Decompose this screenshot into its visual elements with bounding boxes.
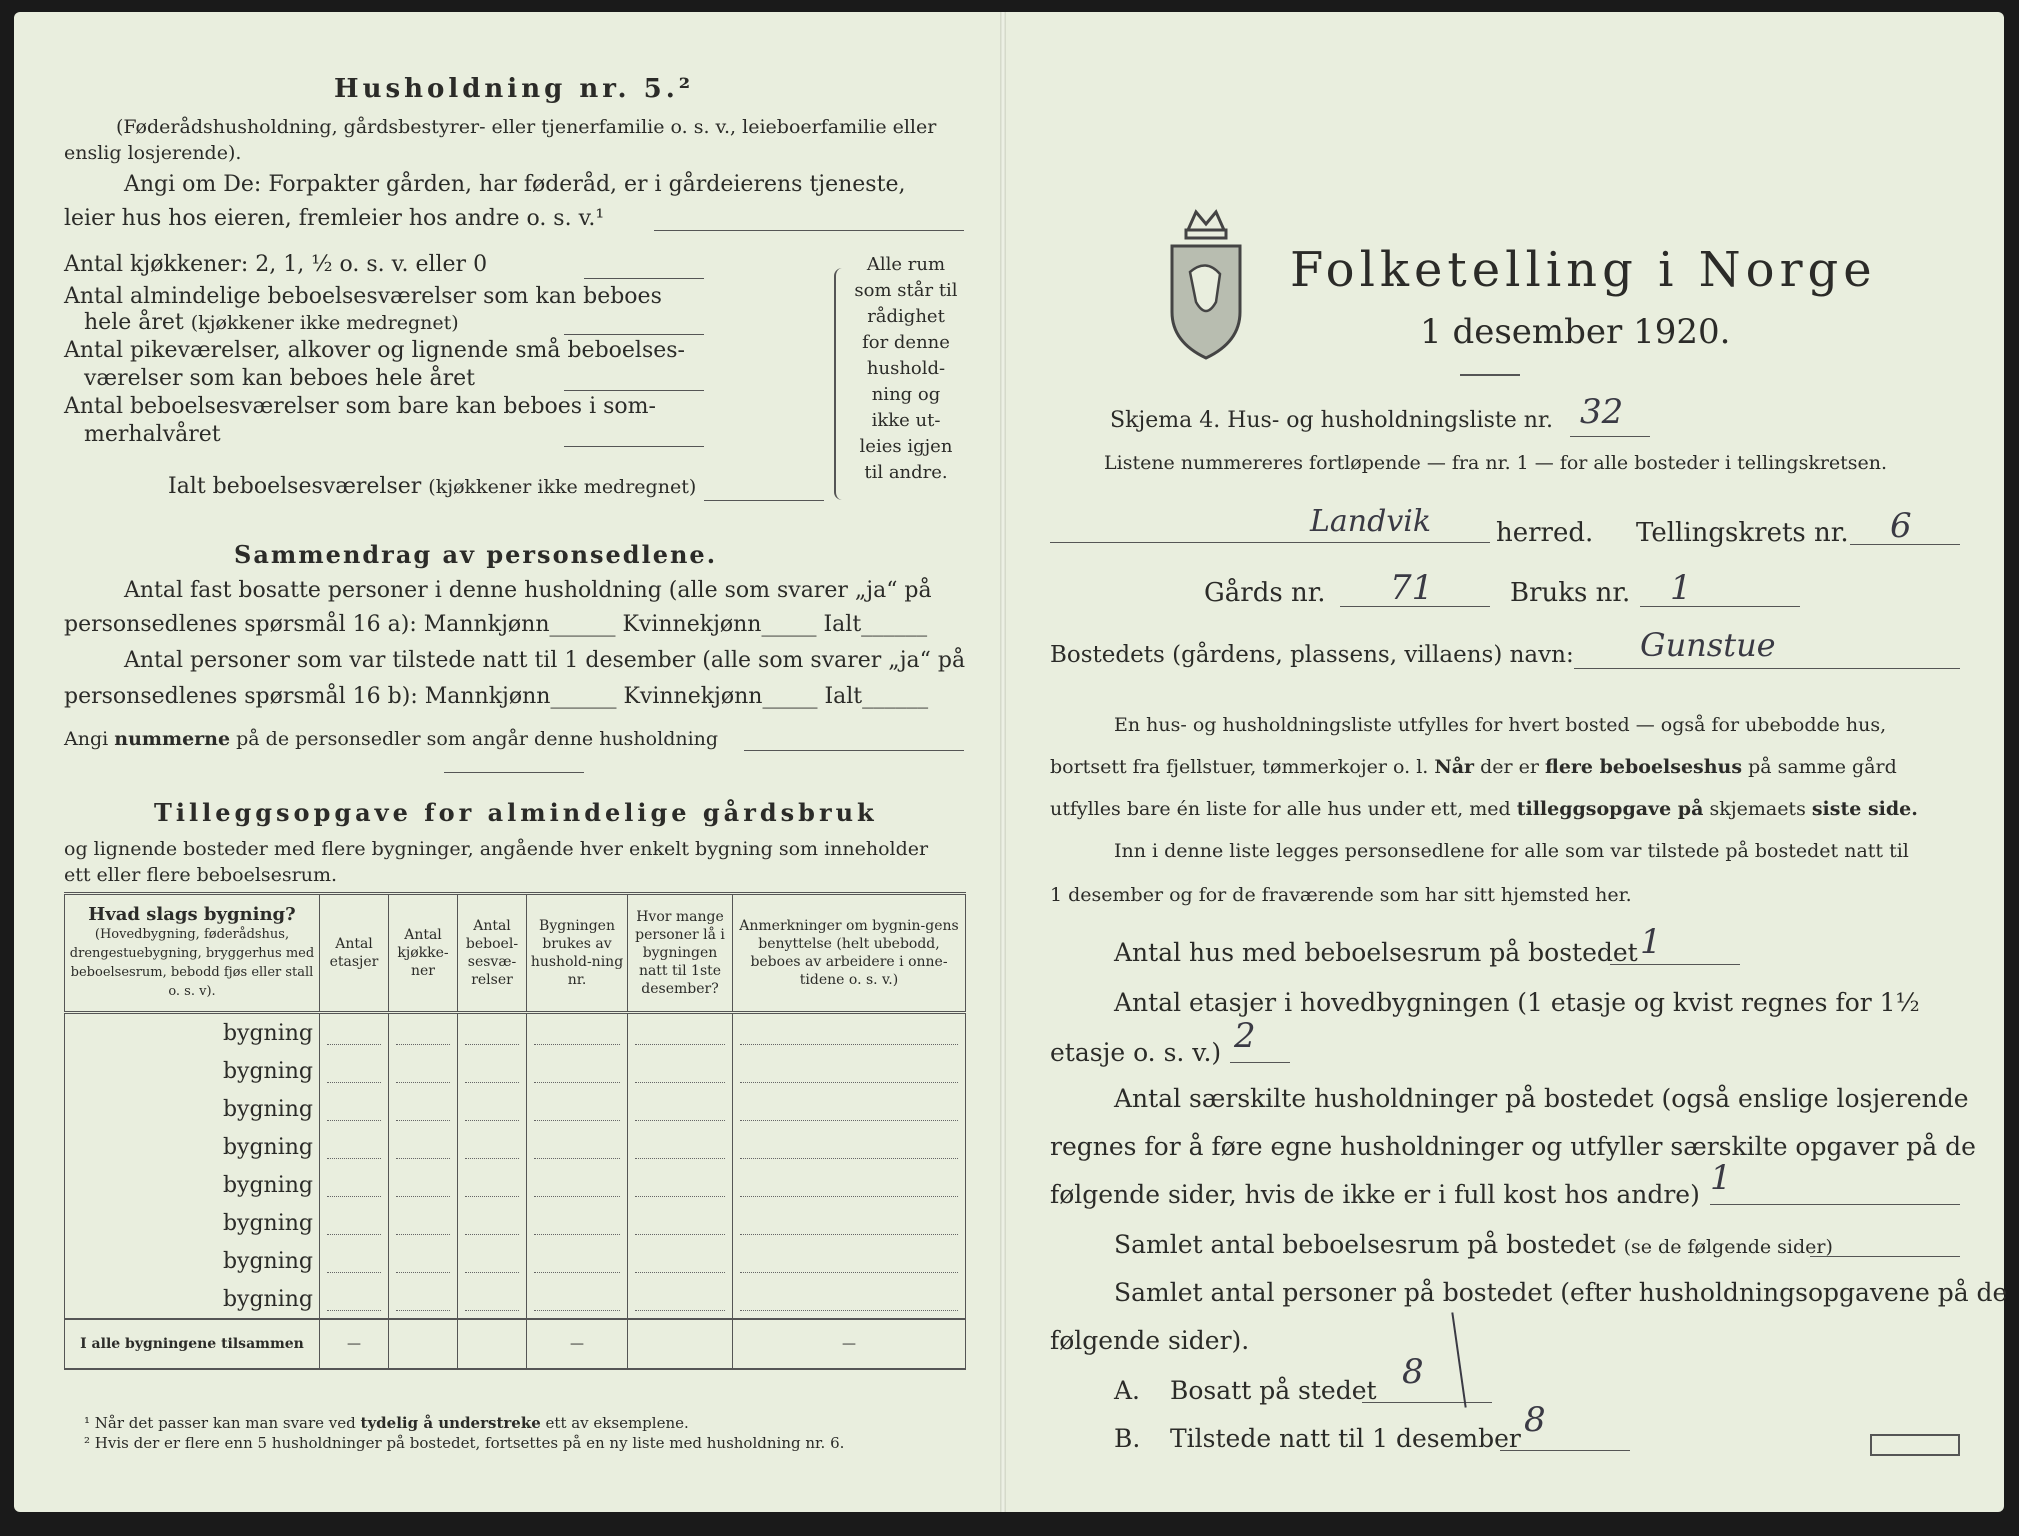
right-page: [1050, 12, 2008, 1512]
ask-answer-line: [654, 230, 964, 231]
side-note-line: ikke ut-: [871, 410, 941, 431]
kitchens-label: Antal kjøkkener: 2, 1, ½ o. s. v. eller 0: [64, 252, 488, 277]
rooms-2b: værelser som kan beboes hele året: [84, 366, 475, 391]
footnote-1-post: ett av eksemplene.: [540, 1414, 689, 1432]
krets-value: 6: [1890, 506, 1912, 546]
numbers-prefix: Angi: [64, 728, 115, 750]
total-rooms-note: (kjøkkener ikke medregnet): [428, 476, 697, 498]
left-page: Husholdning nr. 5.² (Føderådshusholdning, gårdsbestyrer- eller tjenerfamilie o. s. v., leieboerfamilie eller enslig losjerende). Angi om De: Forpakter gården, har føderåd, er i gårdeierens tjeneste, leier hus hos eieren, fremleier hos andre o. s. v.¹ Antal kjøkkener: 2, 1, ½ o. s. v. eller 0 Antal almindelige beboelsesværelser som kan beboes hele året (kjøkkener ikke medregnet) Antal pikeværelser, alkover og lignende små beboelses- værelser som kan beboes hele året Antal beboelsesværelser som bare kan beboes i som- merhalvåret Ialt beboelsesværelser (kjøkkener ikke medregnet) Alle rum som står til rådighet for denne hushold- ning og ikke ut- leies igjen til andre. Sammendrag av personsedlene. Antal fast bosatte personer i denne husholdning (alle som svarer „ja“ på personsedlenes spørsmål 16 a): Mannkjønn______ Kvinnekjønn_____ Ialt______ Antal personer som var tilstede natt til 1 desember (alle som svarer „ja“ på personsedlenes spørsmål 16 b): Mannkjønn______ Kvinnekjønn_____ Ialt______ Angi nummerne på de personsedler som angår denne husholdning Tilleggsopgave for almindelige gårdsbruk og lignende bosteder med flere bygninger, angående hver enkelt bygning som inneholder ett eller flere beboelsesrum. Hvad slags bygning? (Hovedbygning, føderådshus, drengestuebygning, bryggerhus med beboelsesrum, bebodd fjøs eller stall o. s. v). Antal etasjer Antal kjøkke-ner Antal beboel-sesvæ-relser Bygningen brukes av hushold-ning nr. Hvor mange personer lå i bygningen natt til 1ste desember? Anmerkninger om bygnin-gens benyttelse (helt ubebodd, beboes av arbeidere i onne-tidene o. s. v.) bygning bygning bygning bygning bygning bygning bygning bygning I alle bygningene tilsammen — — — ¹ Når det passer kan man svare ved tydelig å understreke ett av eksemplene. ² Hvis der er flere enn 5 husholdninger på bostedet, fortsettes på en ny liste med husholdning nr. 6.: [64, 74, 966, 1452]
coat-of-arms-icon: [1166, 202, 1246, 362]
census-date: 1 desember 1920.: [1420, 312, 1731, 352]
krets-label: Tellingskrets nr.: [1636, 518, 1849, 548]
census-title: Folketelling i Norge: [1290, 242, 1877, 298]
instr-3-mid: skjemaets: [1703, 798, 1812, 820]
rooms-3a: Antal beboelsesværelser som bare kan beboes i som-: [64, 394, 656, 419]
supplement-title: Tilleggsopgave for almindelige gårdsbruk: [154, 798, 878, 827]
rooms-3-line: [564, 446, 704, 447]
b-text: Tilstede natt til 1 desember: [1170, 1424, 1521, 1453]
instr-1: En hus- og husholdningsliste utfylles for hvert bosted — også for ubebodde hus,: [1114, 714, 1887, 736]
bosted-label: Bostedets (gårdens, plassens, villaens) navn:: [1050, 642, 1574, 668]
col-remarks: Anmerkninger om bygnin-gens benyttelse (helt ubebodd, beboes av arbeidere i onne-tidene o. s. v.): [733, 894, 966, 1013]
instr-4: Inn i denne liste legges personsedlene for alle som var tilstede på bostedet natt til: [1114, 840, 1909, 862]
table-row: [65, 1204, 966, 1242]
summary-1a: Antal fast bosatte personer i denne husholdning (alle som svarer „ja“ på: [124, 578, 932, 603]
col-rooms: Antal beboel-sesvæ-relser: [458, 894, 527, 1013]
instr-2-pre: bortsett fra fjellstuer, tømmerkojer o. l.: [1050, 756, 1435, 778]
b-value: 8: [1524, 1400, 1546, 1440]
a-label: A.: [1114, 1376, 1141, 1405]
houses-line: [1610, 964, 1740, 965]
households-3: følgende sider, hvis de ikke er i full kost hos andre): [1050, 1180, 1700, 1209]
bruks-line: [1640, 606, 1800, 607]
row-label: bygning: [65, 1204, 320, 1242]
side-note-line: Alle rum: [866, 254, 946, 275]
side-note-line: rådighet: [867, 306, 945, 327]
rooms-1a: Antal almindelige beboelsesværelser som kan beboes: [64, 284, 662, 309]
households-value: 1: [1710, 1158, 1732, 1198]
houses-value: 1: [1640, 922, 1662, 962]
rooms-1b: hele året: [84, 310, 184, 335]
col-building-type: [65, 894, 320, 1013]
female-label: Kvinnekjønn: [622, 612, 762, 637]
sum-row: [65, 1319, 966, 1369]
instr-2-mid: der er: [1474, 756, 1545, 778]
schema-label: Skjema 4. Hus- og husholdningsliste nr.: [1110, 408, 1553, 433]
numbers-line: [744, 750, 964, 751]
row-label: bygning: [65, 1013, 320, 1053]
side-note-line: ning og: [871, 384, 941, 405]
table-row: [65, 1128, 966, 1166]
instr-3-pre: utfylles bare én liste for alle hus under ett, med: [1050, 798, 1517, 820]
household-title: Husholdning nr. 5.²: [334, 74, 695, 104]
side-note-line: til andre.: [864, 462, 948, 483]
schema-line: [1570, 436, 1650, 437]
col-household-nr: Bygningen brukes av hushold-ning nr.: [527, 894, 628, 1013]
row-label: bygning: [65, 1280, 320, 1319]
floors-2: etasje o. s. v.): [1050, 1038, 1222, 1067]
bruks-label: Bruks nr.: [1510, 578, 1631, 608]
side-note-line: som står til: [854, 280, 958, 301]
table-row: [65, 1166, 966, 1204]
female-label-2: Kvinnekjønn: [623, 684, 763, 709]
summary-2a: Antal personer som var tilstede natt til 1 desember (alle som svarer „ja“ på: [124, 648, 966, 673]
gards-value: 71: [1390, 568, 1434, 608]
table-row: [65, 1013, 966, 1053]
instr-3-bold-1: tilleggsopgave på: [1516, 798, 1704, 820]
supplement-2: ett eller flere beboelsesrum.: [64, 864, 338, 886]
samlet-rum-line: [1810, 1256, 1960, 1257]
col0-title: Hvad slags bygning?: [88, 903, 296, 925]
floors-value: 2: [1234, 1016, 1256, 1056]
total-label: Ialt: [823, 612, 862, 637]
brace: [834, 268, 846, 500]
samlet-pers-1: Samlet antal personer på bostedet (efter husholdningsopgavene på de: [1114, 1278, 2008, 1307]
row-label: bygning: [65, 1242, 320, 1280]
samlet-rum-note: (se de følgende sider): [1623, 1236, 1833, 1258]
rooms-3b: merhalvåret: [84, 422, 221, 447]
instr-2-bold-1: Når: [1434, 756, 1475, 778]
row-label: bygning: [65, 1166, 320, 1204]
rooms-2a: Antal pikeværelser, alkover og lignende små beboelses-: [64, 338, 685, 363]
herred-label: herred.: [1496, 518, 1594, 548]
bruks-value: 1: [1670, 568, 1692, 608]
rooms-1b-note: (kjøkkener ikke medregnet): [190, 312, 459, 334]
a-value: 8: [1402, 1352, 1424, 1392]
instr-5: 1 desember og for de fraværende som har sitt hjemsted her.: [1050, 884, 1632, 906]
bosted-line: [1574, 668, 1960, 669]
bosted-value: Gunstue: [1640, 626, 1776, 664]
side-note: [848, 252, 964, 486]
tally-stroke: [1451, 1312, 1466, 1407]
sum-label: I alle bygningene tilsammen: [65, 1319, 320, 1369]
footnote-1-pre: Når det passer kan man svare ved: [94, 1414, 361, 1432]
printer-stamp: [1870, 1434, 1960, 1456]
summary-1b: personsedlenes spørsmål 16 a): Mannkjønn: [64, 612, 550, 637]
numbers-rest: på de personsedler som angår denne husholdning: [230, 728, 719, 750]
households-1: Antal særskilte husholdninger på bostedet (også enslige losjerende: [1114, 1084, 1969, 1113]
instr-2-post: på samme gård: [1742, 756, 1897, 778]
total-rooms-label: Ialt beboelsesværelser: [168, 474, 422, 499]
row-label: bygning: [65, 1090, 320, 1128]
b-line: [1500, 1450, 1630, 1451]
sum-dash: —: [527, 1319, 628, 1369]
supplement-1: og lignende bosteder med flere bygninger, angående hver enkelt bygning som inneholder: [64, 838, 929, 860]
row-label: bygning: [65, 1128, 320, 1166]
total-label-2: Ialt: [824, 684, 863, 709]
floors-1: Antal etasjer i hovedbygningen (1 etasje og kvist regnes for 1½: [1114, 988, 1920, 1017]
col-persons: Hvor mange personer lå i bygningen natt til 1ste desember?: [628, 894, 733, 1013]
household-intro-2: enslig losjerende).: [64, 142, 242, 164]
numbers-bold: nummerne: [114, 728, 231, 750]
col0-note: (Hovedbygning, føderådshus, drengestuebygning, bryggerhus med beboelsesrum, bebodd fjøs eller stall o. s. v).: [69, 926, 315, 999]
table-row: [65, 1242, 966, 1280]
samlet-rum-label: Samlet antal beboelsesrum på bostedet: [1114, 1230, 1616, 1259]
side-note-line: leies igjen: [859, 436, 953, 457]
footnote-2: Hvis der er flere enn 5 husholdninger på bostedet, fortsettes på en ny liste med husholdning nr. 6.: [94, 1434, 845, 1452]
ask-line-1: Angi om De: Forpakter gården, har føderåd, er i gårdeierens tjeneste,: [124, 172, 906, 197]
col-kitchens: Antal kjøkke-ner: [389, 894, 458, 1013]
herred-line: [1050, 542, 1490, 543]
houses-label: Antal hus med beboelsesrum på bostedet: [1114, 938, 1638, 967]
buildings-table: [64, 892, 966, 1370]
floors-line: [1230, 1062, 1290, 1063]
instr-3-bold-2: siste side.: [1811, 798, 1918, 820]
herred-value: Landvik: [1310, 504, 1432, 539]
sum-dash: —: [733, 1319, 966, 1369]
a-text: Bosatt på stedet: [1170, 1376, 1377, 1405]
kitchens-line: [584, 278, 704, 279]
title-rule: [1460, 374, 1520, 376]
numbering-note: Listene nummereres fortløpende — fra nr. 1 — for alle bosteder i tellingskretsen.: [1104, 452, 1888, 474]
side-note-line: for denne: [862, 332, 950, 353]
instr-2-bold-2: flere beboelseshus: [1545, 756, 1743, 778]
table-row: [65, 1280, 966, 1319]
row-label: bygning: [65, 1052, 320, 1090]
col-floors: Antal etasjer: [320, 894, 389, 1013]
summary-2b: personsedlenes spørsmål 16 b): Mannkjønn: [64, 684, 551, 709]
gards-label: Gårds nr.: [1204, 578, 1326, 608]
a-line: [1362, 1402, 1492, 1403]
table-row: [65, 1052, 966, 1090]
table-row: [65, 1090, 966, 1128]
ask-line-2: leier hus hos eieren, fremleier hos andre o. s. v.¹: [64, 206, 605, 231]
households-line: [1710, 1204, 1960, 1205]
b-label: B.: [1114, 1424, 1141, 1453]
section-divider: [444, 772, 584, 773]
sum-dash: —: [320, 1319, 389, 1369]
rooms-1-line: [564, 334, 704, 335]
schema-value: 32: [1580, 392, 1624, 432]
households-2: regnes for å føre egne husholdninger og utfyller særskilte opgaver på de: [1050, 1132, 1976, 1161]
samlet-pers-2: følgende sider).: [1050, 1326, 1250, 1355]
side-note-line: hushold-: [866, 358, 946, 379]
total-rooms-line: [704, 500, 824, 501]
rooms-2-line: [564, 390, 704, 391]
footnote-1-bold: tydelig å understreke: [360, 1414, 541, 1432]
summary-title: Sammendrag av personsedlene.: [234, 540, 718, 569]
household-intro: (Føderådshusholdning, gårdsbestyrer- eller tjenerfamilie o. s. v., leieboerfamilie eller: [116, 116, 937, 138]
page-fold: [1000, 12, 1006, 1512]
